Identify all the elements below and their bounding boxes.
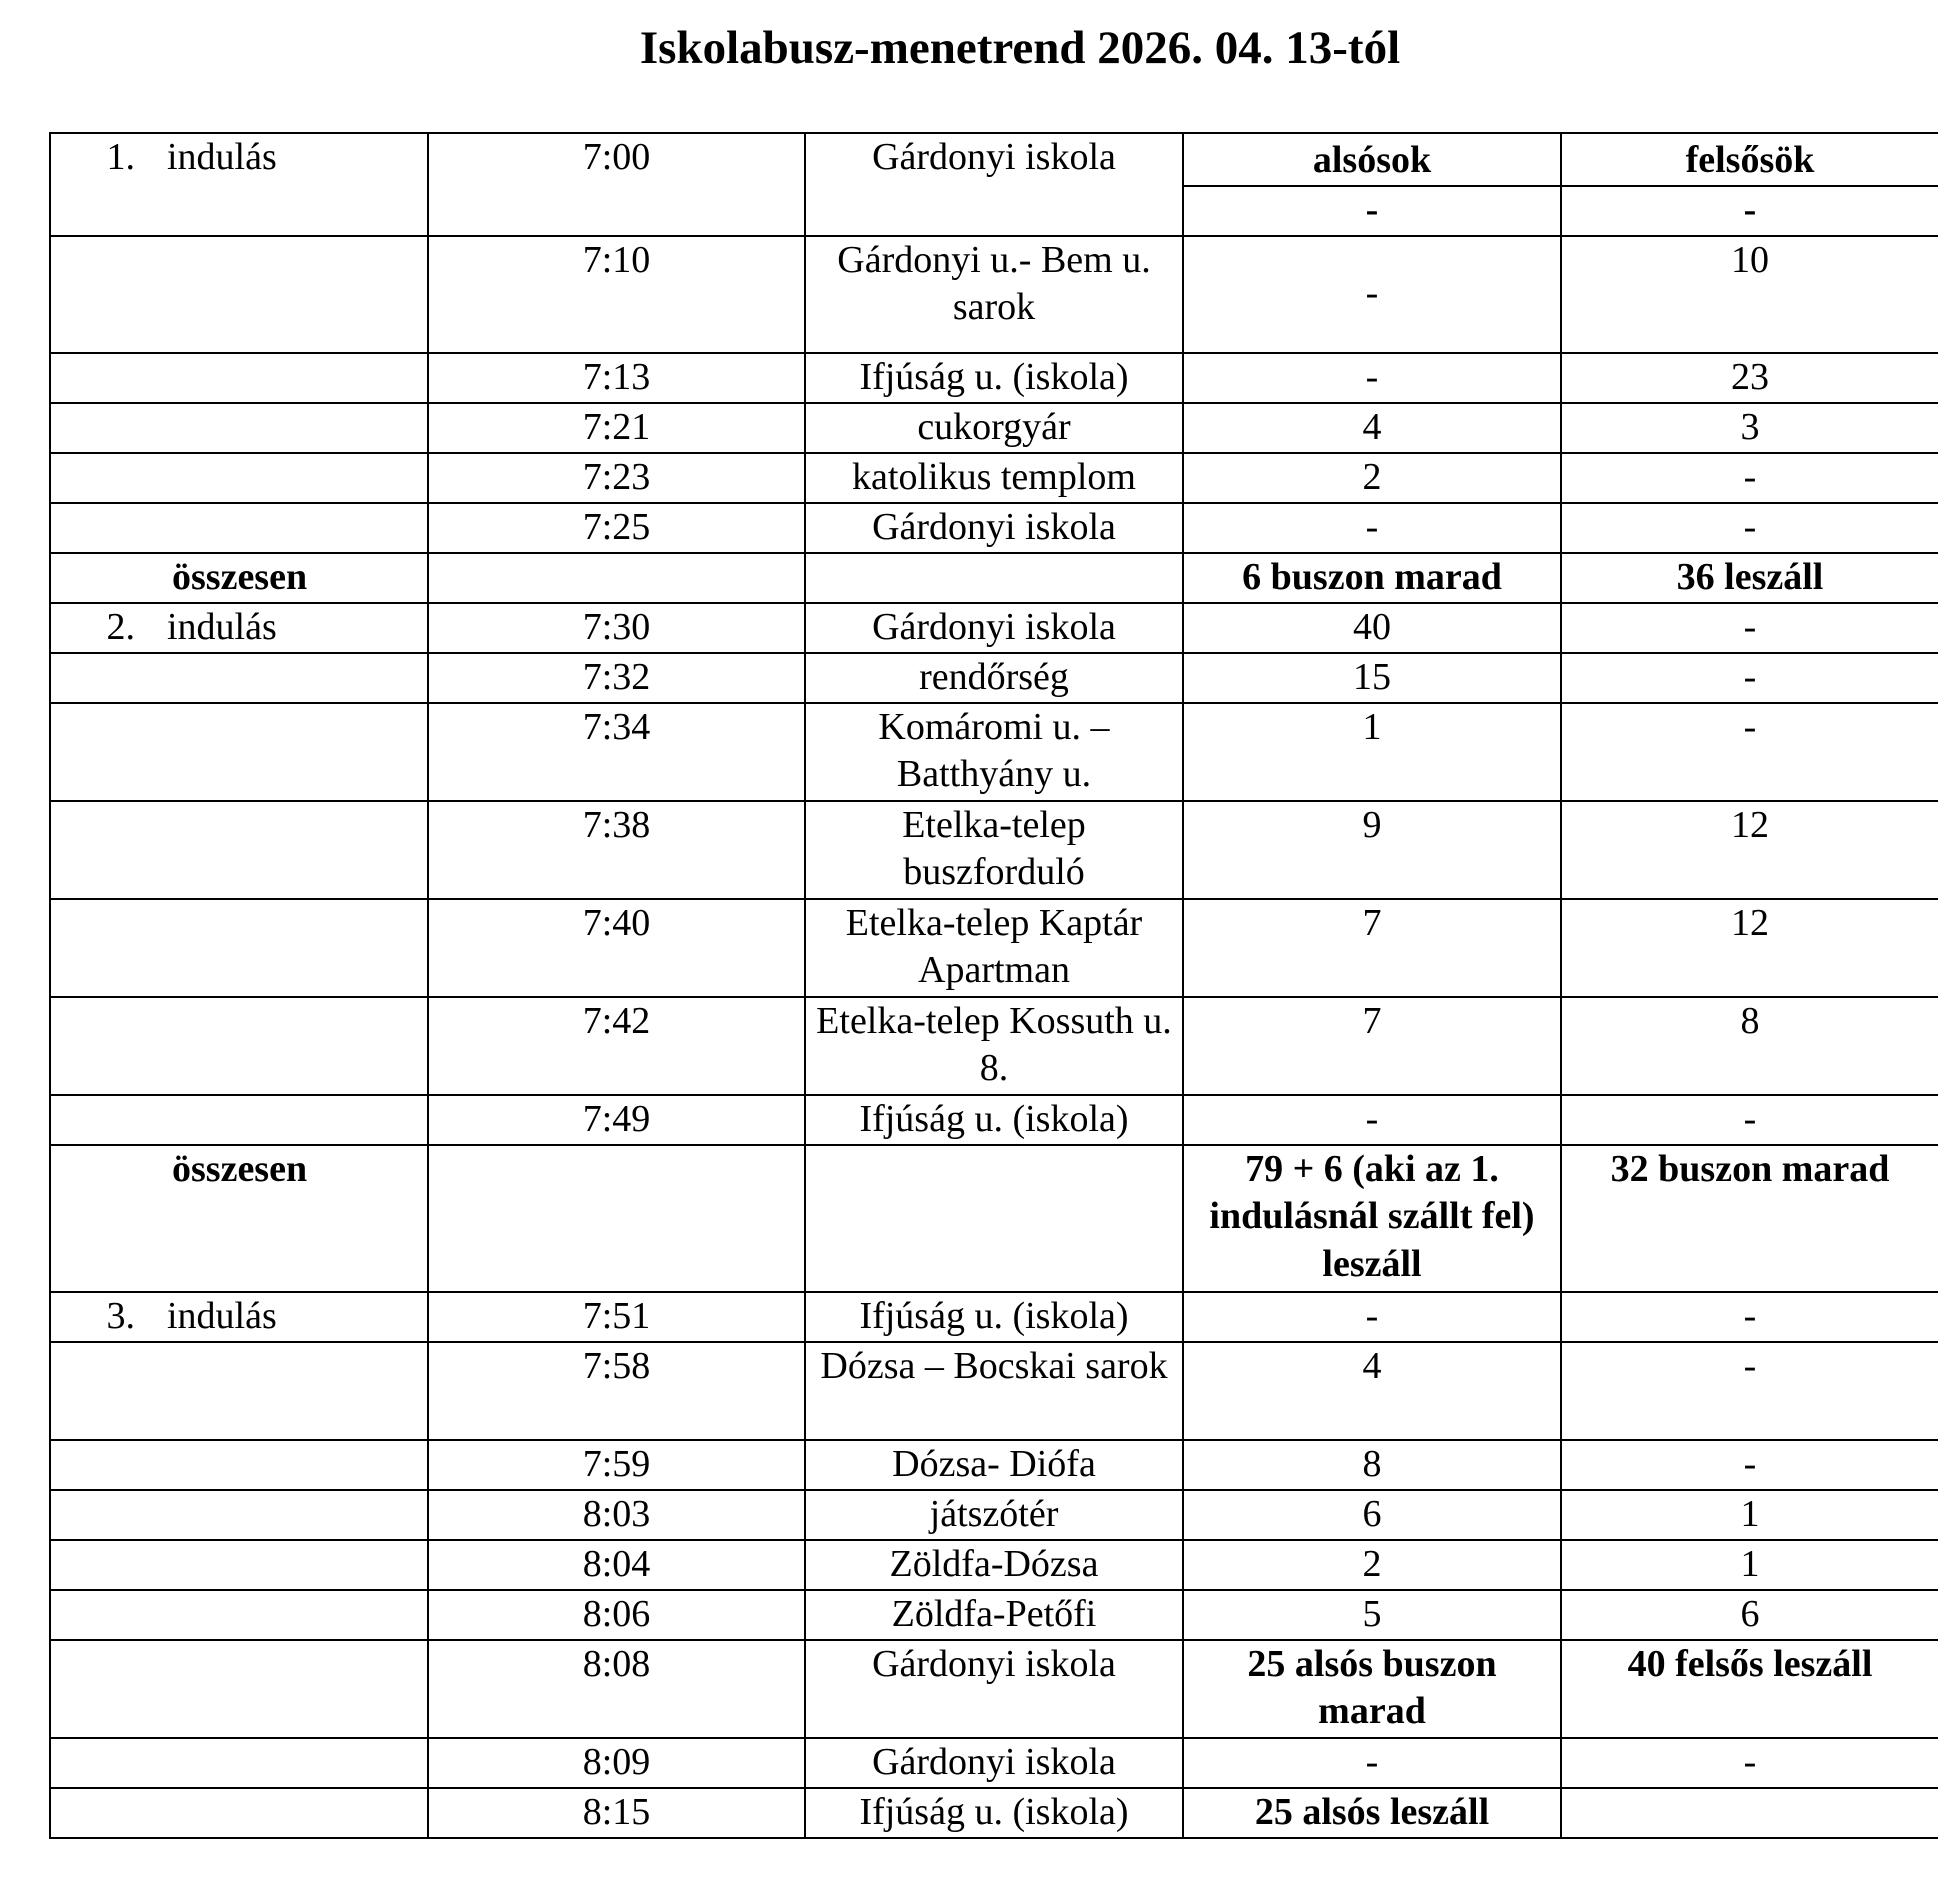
schedule-table	[49, 132, 1938, 1839]
table-row	[50, 899, 1938, 997]
stop-cell: cukorgyár	[805, 403, 1183, 453]
departure-cell	[50, 353, 428, 403]
stop-cell: Gárdonyi iskola	[805, 133, 1183, 236]
alsos-cell: 5	[1183, 1590, 1561, 1640]
departure-cell	[50, 997, 428, 1095]
stop-cell: Ifjúság u. (iskola)	[805, 1292, 1183, 1342]
time-cell: 7:00	[428, 133, 805, 236]
departure-cell	[50, 1540, 428, 1590]
alsos-total-cell: 6 buszon marad	[1183, 553, 1561, 603]
stop-cell: Ifjúság u. (iskola)	[805, 1788, 1183, 1838]
stop-cell: Ifjúság u. (iskola)	[805, 353, 1183, 403]
table-row	[50, 453, 1938, 503]
stop-cell: Gárdonyi iskola	[805, 603, 1183, 653]
table-row	[50, 1440, 1938, 1490]
felsos-cell: -	[1561, 186, 1938, 236]
alsos-cell: 4	[1183, 403, 1561, 453]
felsos-cell: 40 felsős leszáll	[1561, 1640, 1938, 1738]
time-cell: 7:32	[428, 653, 805, 703]
time-cell	[428, 553, 805, 603]
felsos-cell: 3	[1561, 403, 1938, 453]
alsos-cell: -	[1183, 503, 1561, 553]
time-cell: 7:25	[428, 503, 805, 553]
alsos-total-cell: 79 + 6 (aki az 1. indulásnál szállt fel) leszáll	[1183, 1145, 1561, 1292]
felsos-cell	[1561, 1788, 1938, 1838]
alsos-cell: 15	[1183, 653, 1561, 703]
felsos-cell: -	[1561, 1292, 1938, 1342]
stop-cell: rendőrség	[805, 653, 1183, 703]
time-cell: 8:06	[428, 1590, 805, 1640]
time-cell: 8:15	[428, 1788, 805, 1838]
departure-cell	[50, 1440, 428, 1490]
departure-number: 2.	[106, 605, 135, 648]
time-cell: 8:04	[428, 1540, 805, 1590]
felsos-total-cell: 32 buszon marad	[1561, 1145, 1938, 1292]
departure-cell	[50, 1342, 428, 1440]
stop-cell	[805, 1145, 1183, 1292]
table-row	[50, 1342, 1938, 1440]
departure-cell	[50, 653, 428, 703]
alsos-cell: -	[1183, 1095, 1561, 1145]
felsos-cell: -	[1561, 1440, 1938, 1490]
departure-cell	[50, 503, 428, 553]
felsos-total-cell: 36 leszáll	[1561, 553, 1938, 603]
alsos-cell: 2	[1183, 453, 1561, 503]
departure-number: 3.	[106, 1294, 135, 1337]
stop-cell: Komáromi u. – Batthyány u.	[805, 703, 1183, 801]
felsos-cell: 6	[1561, 1590, 1938, 1640]
alsos-cell: 25 alsós leszáll	[1183, 1788, 1561, 1838]
departure-cell	[50, 1590, 428, 1640]
felsos-cell: 8	[1561, 997, 1938, 1095]
departure-cell	[50, 403, 428, 453]
time-cell: 7:59	[428, 1440, 805, 1490]
time-cell: 7:42	[428, 997, 805, 1095]
time-cell: 8:09	[428, 1738, 805, 1788]
stop-cell: Gárdonyi u.- Bem u. sarok	[805, 236, 1183, 353]
table-row	[50, 1640, 1938, 1738]
table-row	[50, 1292, 1938, 1342]
time-cell: 7:10	[428, 236, 805, 353]
time-cell: 7:49	[428, 1095, 805, 1145]
table-row	[50, 1095, 1938, 1145]
table-row	[50, 1540, 1938, 1590]
table-row	[50, 236, 1938, 353]
departure-label: indulás	[167, 1294, 277, 1337]
table-row	[50, 353, 1938, 403]
table-row	[50, 603, 1938, 653]
time-cell	[428, 1145, 805, 1292]
felsos-cell: 12	[1561, 899, 1938, 997]
felsos-cell: -	[1561, 1342, 1938, 1440]
felsos-cell: -	[1561, 453, 1938, 503]
alsos-cell: 4	[1183, 1342, 1561, 1440]
alsos-cell: 40	[1183, 603, 1561, 653]
time-cell: 7:23	[428, 453, 805, 503]
time-cell: 8:03	[428, 1490, 805, 1540]
alsos-cell: -	[1183, 236, 1561, 353]
alsos-cell: -	[1183, 353, 1561, 403]
alsos-cell: -	[1183, 186, 1561, 236]
felsos-cell: 23	[1561, 353, 1938, 403]
felsos-cell: -	[1561, 1095, 1938, 1145]
felsos-cell: -	[1561, 703, 1938, 801]
alsos-cell: -	[1183, 1738, 1561, 1788]
table-row	[50, 403, 1938, 453]
total-row	[50, 1145, 1938, 1292]
time-cell: 7:13	[428, 353, 805, 403]
departure-cell	[50, 703, 428, 801]
alsos-cell: 25 alsós buszon marad	[1183, 1640, 1561, 1738]
departure-cell	[50, 236, 428, 353]
felsos-cell: 10	[1561, 236, 1938, 353]
time-cell: 8:08	[428, 1640, 805, 1738]
table-row	[50, 997, 1938, 1095]
alsos-cell: 7	[1183, 899, 1561, 997]
table-row	[50, 503, 1938, 553]
stop-cell: Zöldfa-Petőfi	[805, 1590, 1183, 1640]
alsos-cell: 2	[1183, 1540, 1561, 1590]
departure-cell	[50, 1292, 428, 1342]
departure-label: indulás	[167, 136, 277, 178]
total-label: összesen	[172, 1147, 308, 1190]
table-row	[50, 653, 1938, 703]
stop-cell: Dózsa – Bocskai sarok	[805, 1342, 1183, 1440]
table-row	[50, 703, 1938, 801]
time-cell: 7:30	[428, 603, 805, 653]
stop-cell: Etelka-telep buszforduló	[805, 801, 1183, 899]
time-cell: 7:40	[428, 899, 805, 997]
stop-cell: Zöldfa-Dózsa	[805, 1540, 1183, 1590]
page-title: Iskolabusz-menetrend 2026. 04. 13-tól	[639, 22, 1401, 74]
departure-cell	[50, 1738, 428, 1788]
alsos-cell: -	[1183, 1292, 1561, 1342]
stop-cell	[805, 553, 1183, 603]
table-row	[50, 133, 1938, 186]
total-label: összesen	[172, 555, 308, 598]
table-row	[50, 1590, 1938, 1640]
alsos-cell: 7	[1183, 997, 1561, 1095]
felsos-cell: -	[1561, 653, 1938, 703]
stop-cell: Gárdonyi iskola	[805, 1738, 1183, 1788]
alsos-cell: 1	[1183, 703, 1561, 801]
departure-cell	[50, 603, 428, 653]
table-row	[50, 1788, 1938, 1838]
departure-number: 1.	[106, 136, 135, 178]
time-cell: 7:34	[428, 703, 805, 801]
felsos-cell: 1	[1561, 1490, 1938, 1540]
time-cell: 7:21	[428, 403, 805, 453]
total-row	[50, 553, 1938, 603]
table-row	[50, 1738, 1938, 1788]
stop-cell: játszótér	[805, 1490, 1183, 1540]
stop-cell: Dózsa- Diófa	[805, 1440, 1183, 1490]
felsos-cell: -	[1561, 603, 1938, 653]
total-label-cell	[50, 1145, 428, 1292]
alsos-cell: 8	[1183, 1440, 1561, 1490]
alsos-cell: 6	[1183, 1490, 1561, 1540]
table-row	[50, 1490, 1938, 1540]
column-header-felsosok: felsősök	[1561, 133, 1938, 186]
time-cell: 7:58	[428, 1342, 805, 1440]
felsos-cell: 1	[1561, 1540, 1938, 1590]
departure-cell	[50, 133, 428, 236]
departure-cell	[50, 1640, 428, 1738]
stop-cell: Gárdonyi iskola	[805, 503, 1183, 553]
time-cell: 7:38	[428, 801, 805, 899]
felsos-cell: -	[1561, 1738, 1938, 1788]
alsos-cell: 9	[1183, 801, 1561, 899]
stop-cell: Etelka-telep Kaptár Apartman	[805, 899, 1183, 997]
stop-cell: Gárdonyi iskola	[805, 1640, 1183, 1738]
time-cell: 7:51	[428, 1292, 805, 1342]
total-label-cell	[50, 553, 428, 603]
departure-cell	[50, 453, 428, 503]
departure-cell	[50, 801, 428, 899]
stop-cell: Ifjúság u. (iskola)	[805, 1095, 1183, 1145]
stop-cell: Etelka-telep Kossuth u. 8.	[805, 997, 1183, 1095]
felsos-cell: 12	[1561, 801, 1938, 899]
felsos-cell: -	[1561, 503, 1938, 553]
departure-cell	[50, 1490, 428, 1540]
stop-cell: katolikus templom	[805, 453, 1183, 503]
departure-cell	[50, 1788, 428, 1838]
departure-cell	[50, 899, 428, 997]
departure-label: indulás	[167, 605, 277, 648]
table-row	[50, 801, 1938, 899]
column-header-alsosok: alsósok	[1183, 133, 1561, 186]
departure-cell	[50, 1095, 428, 1145]
